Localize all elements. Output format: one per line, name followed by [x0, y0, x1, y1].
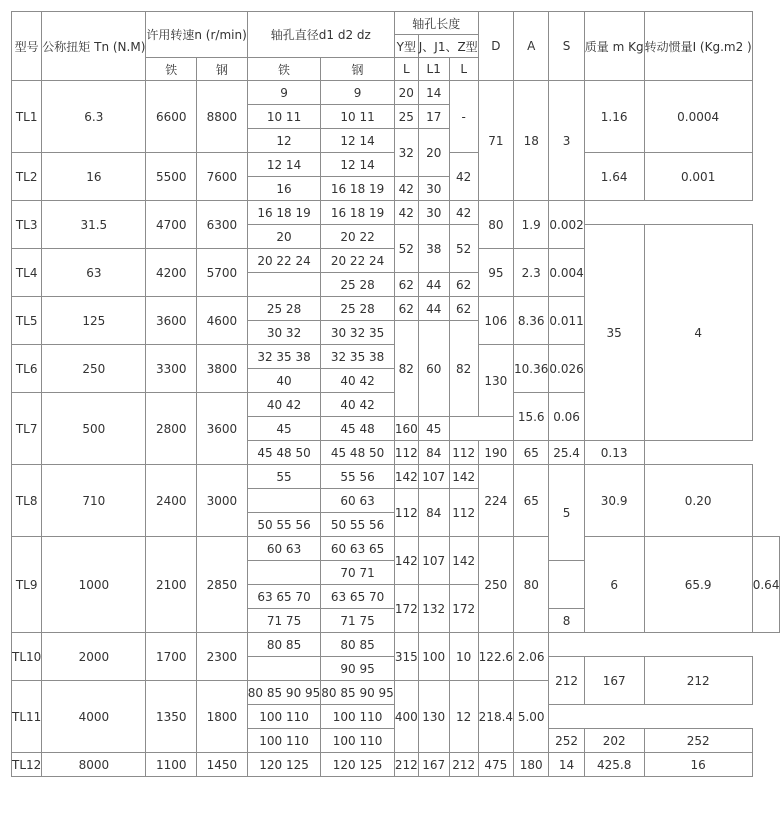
iron-header: 铁 — [146, 58, 197, 81]
bore_steel-cell: 100 110 — [321, 729, 395, 753]
iron-cell: 2400 — [146, 465, 197, 537]
d-cell: 475 — [478, 753, 513, 777]
d-cell: 315 — [394, 633, 418, 681]
iron-cell: 1100 — [146, 753, 197, 777]
inertia-cell: 0.06 — [549, 393, 584, 441]
steel-cell: 4600 — [197, 297, 248, 345]
torque-header: 公称扭矩 Tn (N.M) — [42, 12, 146, 81]
bore_steel-cell: 80 85 — [321, 633, 395, 657]
a-cell: 18 — [514, 81, 549, 201]
bore_steel-cell: 60 63 — [321, 489, 395, 513]
len_l1-cell: 84 — [418, 489, 449, 537]
steel-cell: 3800 — [197, 345, 248, 393]
model-cell: TL9 — [12, 537, 42, 633]
inertia-cell: 0.001 — [644, 153, 752, 201]
s-cell: 14 — [549, 753, 584, 777]
model-cell: TL10 — [12, 633, 42, 681]
torque-cell: 4000 — [42, 681, 146, 753]
len_j-cell: 142 — [449, 465, 478, 489]
iron-cell: 5500 — [146, 153, 197, 201]
len_y-cell: 252 — [549, 729, 584, 753]
len_y-cell: 52 — [394, 225, 418, 273]
bore_steel-cell: 50 55 56 — [321, 513, 395, 537]
table-row — [12, 633, 780, 657]
steel-cell: 2300 — [197, 633, 248, 681]
torque-cell: 250 — [42, 345, 146, 393]
len_l1-cell: 132 — [418, 585, 449, 633]
bore_steel-cell: 60 63 65 — [321, 537, 395, 561]
d-cell: 106 — [478, 297, 513, 345]
bore_iron-cell: 9 — [247, 81, 321, 105]
hub_y-header: Y型 — [394, 35, 418, 58]
steel-cell: 3600 — [197, 393, 248, 465]
model-cell: TL8 — [12, 465, 42, 537]
mass-cell: 15.6 — [514, 393, 549, 441]
a-cell: 180 — [514, 753, 549, 777]
steel-header: 钢 — [197, 58, 248, 81]
bore_steel-cell: 40 42 — [321, 369, 395, 393]
len_l1-cell: 17 — [418, 105, 449, 129]
bore_steel-cell: 12 14 — [321, 153, 395, 177]
iron-cell: 2100 — [146, 537, 197, 633]
len_y-cell: 32 — [394, 129, 418, 177]
l_y-header: L — [394, 58, 418, 81]
len_y-cell: 20 — [394, 81, 418, 105]
bore_iron-cell: 10 11 — [247, 105, 321, 129]
mass-cell: 1.9 — [514, 201, 549, 249]
bore_iron-cell: 63 65 70 — [247, 585, 321, 609]
len_y-cell: 62 — [394, 297, 418, 321]
model-cell: TL1 — [12, 81, 42, 153]
bore_steel-cell: 90 95 — [321, 657, 395, 681]
len_j-cell: 252 — [644, 729, 752, 753]
len_j-cell: 82 — [449, 321, 478, 417]
s-cell: 12 — [449, 681, 478, 753]
d-cell: 400 — [394, 681, 418, 753]
mass-cell: 1.64 — [584, 153, 644, 201]
len_j-cell: 62 — [449, 273, 478, 297]
model-cell: TL7 — [12, 393, 42, 465]
bore_iron-cell: 20 22 24 — [247, 249, 321, 273]
d-cell: 160 — [394, 417, 418, 441]
len_j-cell: 62 — [449, 297, 478, 321]
len_y-cell: 142 — [394, 537, 418, 585]
bore_steel-cell: 40 42 — [321, 393, 395, 417]
table-row — [12, 537, 780, 561]
inertia-cell: 0.13 — [584, 441, 644, 465]
model-cell: TL5 — [12, 297, 42, 345]
bore_iron-cell: 100 110 — [247, 729, 321, 753]
len_y-cell: 142 — [394, 465, 418, 489]
len_y-cell: 25 — [394, 105, 418, 129]
len_l1-cell: 38 — [418, 225, 449, 273]
torque-cell: 500 — [42, 393, 146, 465]
model-cell: TL3 — [12, 201, 42, 249]
l_j-header: L — [449, 58, 478, 81]
len_l1-cell: 107 — [418, 537, 449, 585]
model-cell: TL11 — [12, 681, 42, 753]
bore_iron-cell: 20 — [247, 225, 321, 249]
d-cell: 95 — [478, 249, 513, 297]
inertia-cell: 0.002 — [549, 201, 584, 249]
torque-cell: 1000 — [42, 537, 146, 633]
len_j-cell: 42 — [449, 153, 478, 201]
torque-cell: 2000 — [42, 633, 146, 681]
len_l1-cell: 107 — [418, 465, 449, 489]
len_y-cell: 212 — [394, 753, 418, 777]
s-cell: 3 — [549, 81, 584, 201]
bore_iron-cell: 40 — [247, 369, 321, 393]
mass-cell: 8.36 — [514, 297, 549, 345]
len_y-cell: 212 — [549, 657, 584, 705]
len_y-cell: 112 — [394, 441, 418, 465]
table-row — [12, 201, 780, 225]
len_j-cell: 112 — [449, 441, 478, 465]
model-cell: TL6 — [12, 345, 42, 393]
bore_iron-cell: 25 28 — [247, 297, 321, 321]
inertia-cell: 0.011 — [549, 297, 584, 345]
len_l1-cell: 44 — [418, 297, 449, 321]
mass-cell: 10.36 — [514, 345, 549, 393]
bore_iron-cell: 50 55 56 — [247, 513, 321, 537]
table-row — [12, 753, 780, 777]
len_l1-cell: 44 — [418, 273, 449, 297]
steel-cell: 7600 — [197, 153, 248, 201]
bore_steel-cell: 80 85 90 95 — [321, 681, 395, 705]
a-cell: 45 — [418, 417, 449, 441]
bore_steel-cell: 16 18 19 — [321, 177, 395, 201]
inertia-cell: 0.0004 — [644, 81, 752, 153]
bore_iron-cell — [247, 657, 321, 681]
bore_steel-cell: 12 14 — [321, 129, 395, 153]
d-cell: 80 — [478, 201, 513, 249]
bore_steel-cell: 32 35 38 — [321, 345, 395, 369]
inertia-header: 转动惯量I (Kg.m2 ) — [644, 12, 752, 81]
d-header: D — [478, 12, 513, 81]
a-cell: 100 — [418, 633, 449, 681]
a-header: A — [514, 12, 549, 81]
len_y-cell: 172 — [394, 585, 418, 633]
mass-cell: 2.3 — [514, 249, 549, 297]
inertia-cell: 0.026 — [549, 345, 584, 393]
len_j-cell: 142 — [449, 537, 478, 585]
s-cell: 5 — [549, 465, 584, 561]
bore_iron-cell: 120 125 — [247, 753, 321, 777]
len_j-cell: 172 — [449, 585, 478, 633]
bore_iron-cell: 80 85 90 95 — [247, 681, 321, 705]
bore_steel-header: 钢 — [321, 58, 395, 81]
mass-cell: 122.6 — [478, 633, 513, 681]
torque-cell: 63 — [42, 249, 146, 297]
steel-cell: 1450 — [197, 753, 248, 777]
table-row — [12, 81, 780, 105]
len_j-cell: 212 — [644, 657, 752, 705]
mass-cell: 25.4 — [549, 441, 584, 465]
d-cell: 250 — [478, 537, 513, 633]
len_j-cell: 212 — [449, 753, 478, 777]
bore_steel-cell: 20 22 24 — [321, 249, 395, 273]
s-header: S — [549, 12, 584, 81]
bore_steel-cell: 100 110 — [321, 705, 395, 729]
bore_steel-cell: 70 71 — [321, 561, 395, 585]
s-cell: 8 — [549, 609, 584, 633]
bore_iron-cell: 30 32 — [247, 321, 321, 345]
len_l1-cell: 14 — [418, 81, 449, 105]
len_j-cell: 52 — [449, 225, 478, 273]
s-cell: 6 — [584, 537, 644, 633]
mass-cell: 218.4 — [478, 681, 513, 753]
speed-header: 许用转速n (r/min) — [146, 12, 247, 58]
bore-header: 轴孔直径d1 d2 dz — [247, 12, 394, 58]
bore_steel-cell: 71 75 — [321, 609, 395, 633]
len_l1-cell: 30 — [418, 201, 449, 225]
d-cell: 224 — [478, 465, 513, 537]
bore_iron-header: 铁 — [247, 58, 321, 81]
bore_iron-cell: 100 110 — [247, 705, 321, 729]
d-cell: 190 — [478, 441, 513, 465]
steel-cell: 8800 — [197, 81, 248, 153]
bore_steel-cell: 45 48 50 — [321, 441, 395, 465]
bore_iron-cell: 16 — [247, 177, 321, 201]
a-cell: 65 — [514, 441, 549, 465]
inertia-cell: 0.64 — [752, 537, 780, 633]
header-row — [12, 12, 780, 35]
l1-header: L1 — [418, 58, 449, 81]
bore_steel-cell: 20 22 — [321, 225, 395, 249]
hub_j-header: J、J1、Z型 — [418, 35, 478, 58]
mass-cell: 1.16 — [584, 81, 644, 153]
model-header: 型号 — [12, 12, 42, 81]
hub_length-header: 轴孔长度 — [394, 12, 478, 35]
steel-cell: 5700 — [197, 249, 248, 297]
coupling-spec-table — [11, 11, 780, 777]
mass-cell: 425.8 — [584, 753, 644, 777]
model-cell: TL4 — [12, 249, 42, 297]
steel-cell: 6300 — [197, 201, 248, 249]
bore_iron-cell: 55 — [247, 465, 321, 489]
bore_iron-cell: 16 18 19 — [247, 201, 321, 225]
len_y-cell: 42 — [394, 201, 418, 225]
len_j-cell: 42 — [449, 201, 478, 225]
bore_steel-cell: 63 65 70 — [321, 585, 395, 609]
bore_steel-cell: 25 28 — [321, 273, 395, 297]
torque-cell: 710 — [42, 465, 146, 537]
bore_iron-cell: 12 14 — [247, 153, 321, 177]
bore_steel-cell: 25 28 — [321, 297, 395, 321]
bore_iron-cell: 45 48 50 — [247, 441, 321, 465]
bore_iron-cell — [247, 273, 321, 297]
d-cell: 71 — [478, 81, 513, 201]
len_y-cell: 82 — [394, 321, 418, 417]
a-cell: 80 — [514, 537, 549, 633]
bore_steel-cell: 55 56 — [321, 465, 395, 489]
len_l1-cell: 202 — [584, 729, 644, 753]
inertia-cell: 0.20 — [644, 465, 752, 537]
d-cell: 130 — [478, 345, 513, 417]
len_l1-cell: 30 — [418, 177, 449, 201]
len_y-cell: 112 — [394, 489, 418, 537]
len_l1-cell: 84 — [418, 441, 449, 465]
bore_steel-cell: 10 11 — [321, 105, 395, 129]
len_l1-cell: 167 — [418, 753, 449, 777]
iron-cell: 4200 — [146, 249, 197, 297]
bore_iron-cell: 32 35 38 — [247, 345, 321, 369]
iron-cell: 2800 — [146, 393, 197, 465]
len_l1-cell: 60 — [418, 321, 449, 417]
model-cell: TL12 — [12, 753, 42, 777]
s-cell: 4 — [644, 225, 752, 441]
len_j-cell: 112 — [449, 489, 478, 537]
bore_iron-cell: 80 85 — [247, 633, 321, 657]
bore_iron-cell — [247, 561, 321, 585]
torque-cell: 31.5 — [42, 201, 146, 249]
torque-cell: 125 — [42, 297, 146, 345]
torque-cell: 16 — [42, 153, 146, 201]
mass-cell: 65.9 — [644, 537, 752, 633]
model-cell: TL2 — [12, 153, 42, 201]
iron-cell: 1700 — [146, 633, 197, 681]
iron-cell: 4700 — [146, 201, 197, 249]
inertia-cell: 5.00 — [514, 681, 549, 753]
a-cell: 130 — [418, 681, 449, 753]
len_y-cell: 62 — [394, 273, 418, 297]
bore_iron-cell: 60 63 — [247, 537, 321, 561]
len_j-cell: - — [449, 81, 478, 153]
bore_iron-cell: 45 — [247, 417, 321, 441]
bore_steel-cell: 9 — [321, 81, 395, 105]
bore_steel-cell: 16 18 19 — [321, 201, 395, 225]
len_l1-cell: 167 — [584, 657, 644, 705]
bore_steel-cell: 45 48 — [321, 417, 395, 441]
steel-cell: 1800 — [197, 681, 248, 753]
bore_iron-cell: 40 42 — [247, 393, 321, 417]
steel-cell: 3000 — [197, 465, 248, 537]
a-cell: 65 — [514, 465, 549, 537]
iron-cell: 6600 — [146, 81, 197, 153]
iron-cell: 3600 — [146, 297, 197, 345]
inertia-cell: 16 — [644, 753, 752, 777]
mass-cell: 30.9 — [584, 465, 644, 537]
bore_iron-cell — [247, 489, 321, 513]
inertia-cell: 0.004 — [549, 249, 584, 297]
torque-cell: 6.3 — [42, 81, 146, 153]
a-cell: 35 — [584, 225, 644, 441]
len_l1-cell: 20 — [418, 129, 449, 177]
bore_steel-cell: 30 32 35 — [321, 321, 395, 345]
table-row — [12, 465, 780, 489]
len_y-cell: 42 — [394, 177, 418, 201]
torque-cell: 8000 — [42, 753, 146, 777]
iron-cell: 1350 — [146, 681, 197, 753]
inertia-cell: 2.06 — [514, 633, 549, 681]
bore_iron-cell: 12 — [247, 129, 321, 153]
bore_steel-cell: 120 125 — [321, 753, 395, 777]
steel-cell: 2850 — [197, 537, 248, 633]
iron-cell: 3300 — [146, 345, 197, 393]
mass-header: 质量 m Kg — [584, 12, 644, 81]
bore_iron-cell: 71 75 — [247, 609, 321, 633]
s-cell: 10 — [449, 633, 478, 681]
